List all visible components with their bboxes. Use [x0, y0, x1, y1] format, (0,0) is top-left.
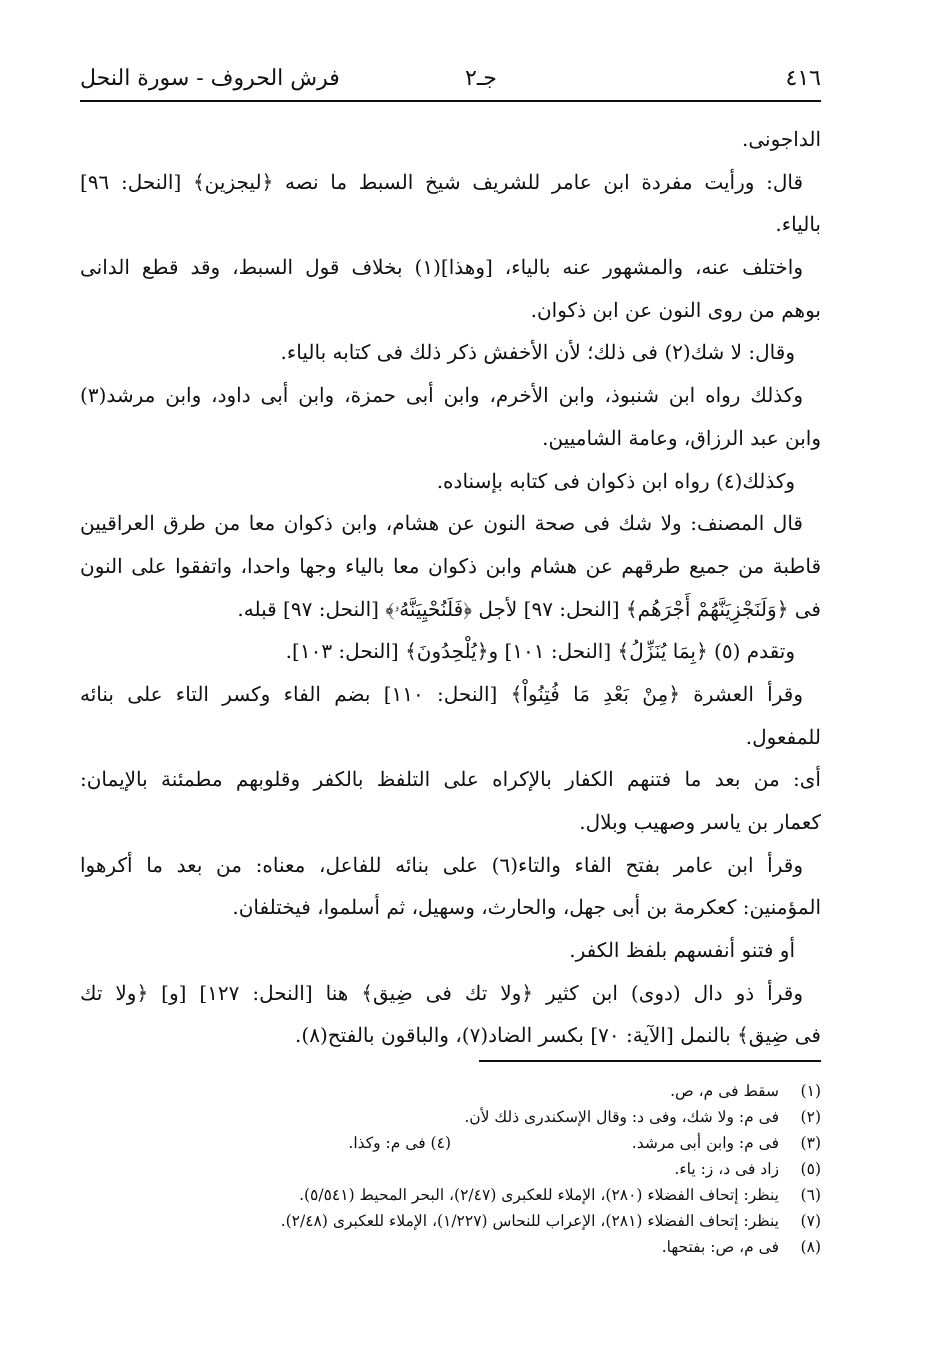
text-line: وابن عبد الرزاق، وعامة الشاميين.: [542, 425, 821, 450]
page-number: ٤١٦: [785, 66, 821, 91]
text-line: بالياء.: [775, 212, 821, 237]
text-line: الداجونى.: [742, 127, 821, 151]
footnote: [100, 1234, 821, 1260]
main-text: [80, 118, 821, 1057]
page-header: [80, 62, 821, 98]
footnote-inline: (٤) فى م: وكذا.: [348, 1134, 451, 1152]
footnote-number: (٥): [800, 1160, 821, 1178]
volume-label: جـ٢: [465, 66, 497, 91]
text-line: وقرأ العشرة ﴿مِنْ بَعْدِ مَا فُتِنُواْ﴾ [النحل: ١١٠] بضم الفاء وكسر التاء على بنائه: [80, 681, 803, 706]
footnote-number: (٣): [800, 1134, 821, 1152]
text-line: كعمار بن ياسر وصهيب وبلال.: [579, 810, 821, 834]
footnote: [100, 1130, 821, 1156]
footnote: [100, 1104, 821, 1130]
footnote-text: فى م: وابن أبى مرشد.: [631, 1134, 779, 1152]
footnote-number: (٦): [800, 1186, 821, 1204]
text-line: قال المصنف: ولا شك فى صحة النون عن هشام، وابن ذكوان معا من طرق العراقيين: [80, 511, 803, 536]
text-line: فى ضِيق﴾ بالنمل [الآية: ٧٠] بكسر الضاد(٧)، والباقون بالفتح(٨).: [295, 1023, 821, 1048]
header-rule: [80, 100, 821, 102]
text-line: أو فتنو أنفسهم بلفظ الكفر.: [569, 938, 795, 963]
text-line: وقرأ ذو دال (دوى) ابن كثير ﴿ولا تك فى ضِيق﴾ هنا [النحل: ١٢٧] [و] ﴿ولا تك: [80, 980, 803, 1005]
footnote-text: زاد فى د، ز: ياء.: [674, 1160, 779, 1178]
footnote-text: ينظر: إتحاف الفضلاء (٢٨٠)، الإملاء للعكبرى (٢/٤٧)، البحر المحيط (٥/٥٤١).: [299, 1186, 779, 1204]
footnote-number: (٧): [800, 1212, 821, 1230]
footnote-text: سقط فى م، ص.: [670, 1082, 779, 1100]
footnote-number: (٢): [800, 1108, 821, 1126]
footnote: [100, 1208, 821, 1234]
footnote-number: (٨): [800, 1238, 821, 1256]
text-line: قاطبة من جميع طرقهم عن هشام وابن ذكوان معا بالياء وجها واحدا، واتفقوا على النون: [80, 553, 821, 578]
text-line: واختلف عنه، والمشهور عنه بالياء، [وهذا](١) بخلاف قول السبط، وقد قطع الدانى: [80, 255, 804, 280]
footnote-text: فى م، ص: بفتحها.: [661, 1238, 779, 1256]
footnote: [100, 1078, 821, 1104]
footnotes: [100, 1078, 821, 1260]
text-line: وقرأ ابن عامر بفتح الفاء والتاء(٦) على بنائه للفاعل، معناه: من بعد ما أكرهوا: [80, 852, 803, 877]
footnote-number: (١): [800, 1082, 821, 1100]
footnote: [100, 1156, 821, 1182]
text-line: أى: من بعد ما فتنهم الكفار بالإكراه على التلفظ بالكفر وقلوبهم مطمئنة بالإيمان:: [80, 767, 821, 792]
footnote-separator: [479, 1060, 821, 1062]
text-line: المؤمنين: كعكرمة بن أبى جهل، والحارث، وسهيل، ثم أسلموا، فيختلفان.: [232, 895, 821, 920]
footnote-text: فى م: ولا شك، وفى د: وقال الإسكندرى ذلك لأن.: [464, 1108, 779, 1126]
text-line: بوهم من روى النون عن ابن ذكوان.: [530, 297, 821, 322]
footnote: [100, 1182, 821, 1208]
footnote-text: ينظر: إتحاف الفضلاء (٢٨١)، الإعراب للنحاس (١/٢٢٧)، الإملاء للعكبرى (٢/٤٨).: [280, 1212, 779, 1230]
text-line: وتقدم (٥) ﴿بِمَا يُنَزِّلُ﴾ [النحل: ١٠١] و﴿يُلْحِدُونَ﴾ [النحل: ١٠٣].: [285, 639, 795, 664]
running-title: فرش الحروف - سورة النحل: [80, 66, 340, 91]
text-line: فى ﴿وَلَنَجْزِيَنَّهُمْ أَجْرَهُم﴾ [النحل: ٩٧] لأجل ﴿فَلَنُحْيِيَنَّهُۥ﴾ [النحل: ٩٧] قبله.: [237, 596, 821, 621]
text-line: قال: ورأيت مفردة ابن عامر للشريف شيخ السبط ما نصه ﴿ليجزين﴾ [النحل: ٩٦]: [80, 169, 803, 194]
text-line: وقال: لا شك(٢) فى ذلك؛ لأن الأخفش ذكر ذلك فى كتابه بالياء.: [280, 340, 795, 365]
text-line: وكذلك(٤) رواه ابن ذكوان فى كتابه بإسناده.: [436, 468, 795, 493]
text-line: وكذلك رواه ابن شنبوذ، وابن الأخرم، وابن أبى حمزة، وابن أبى داود، وابن مرشد(٣): [80, 383, 803, 408]
text-line: للمفعول.: [745, 724, 821, 749]
